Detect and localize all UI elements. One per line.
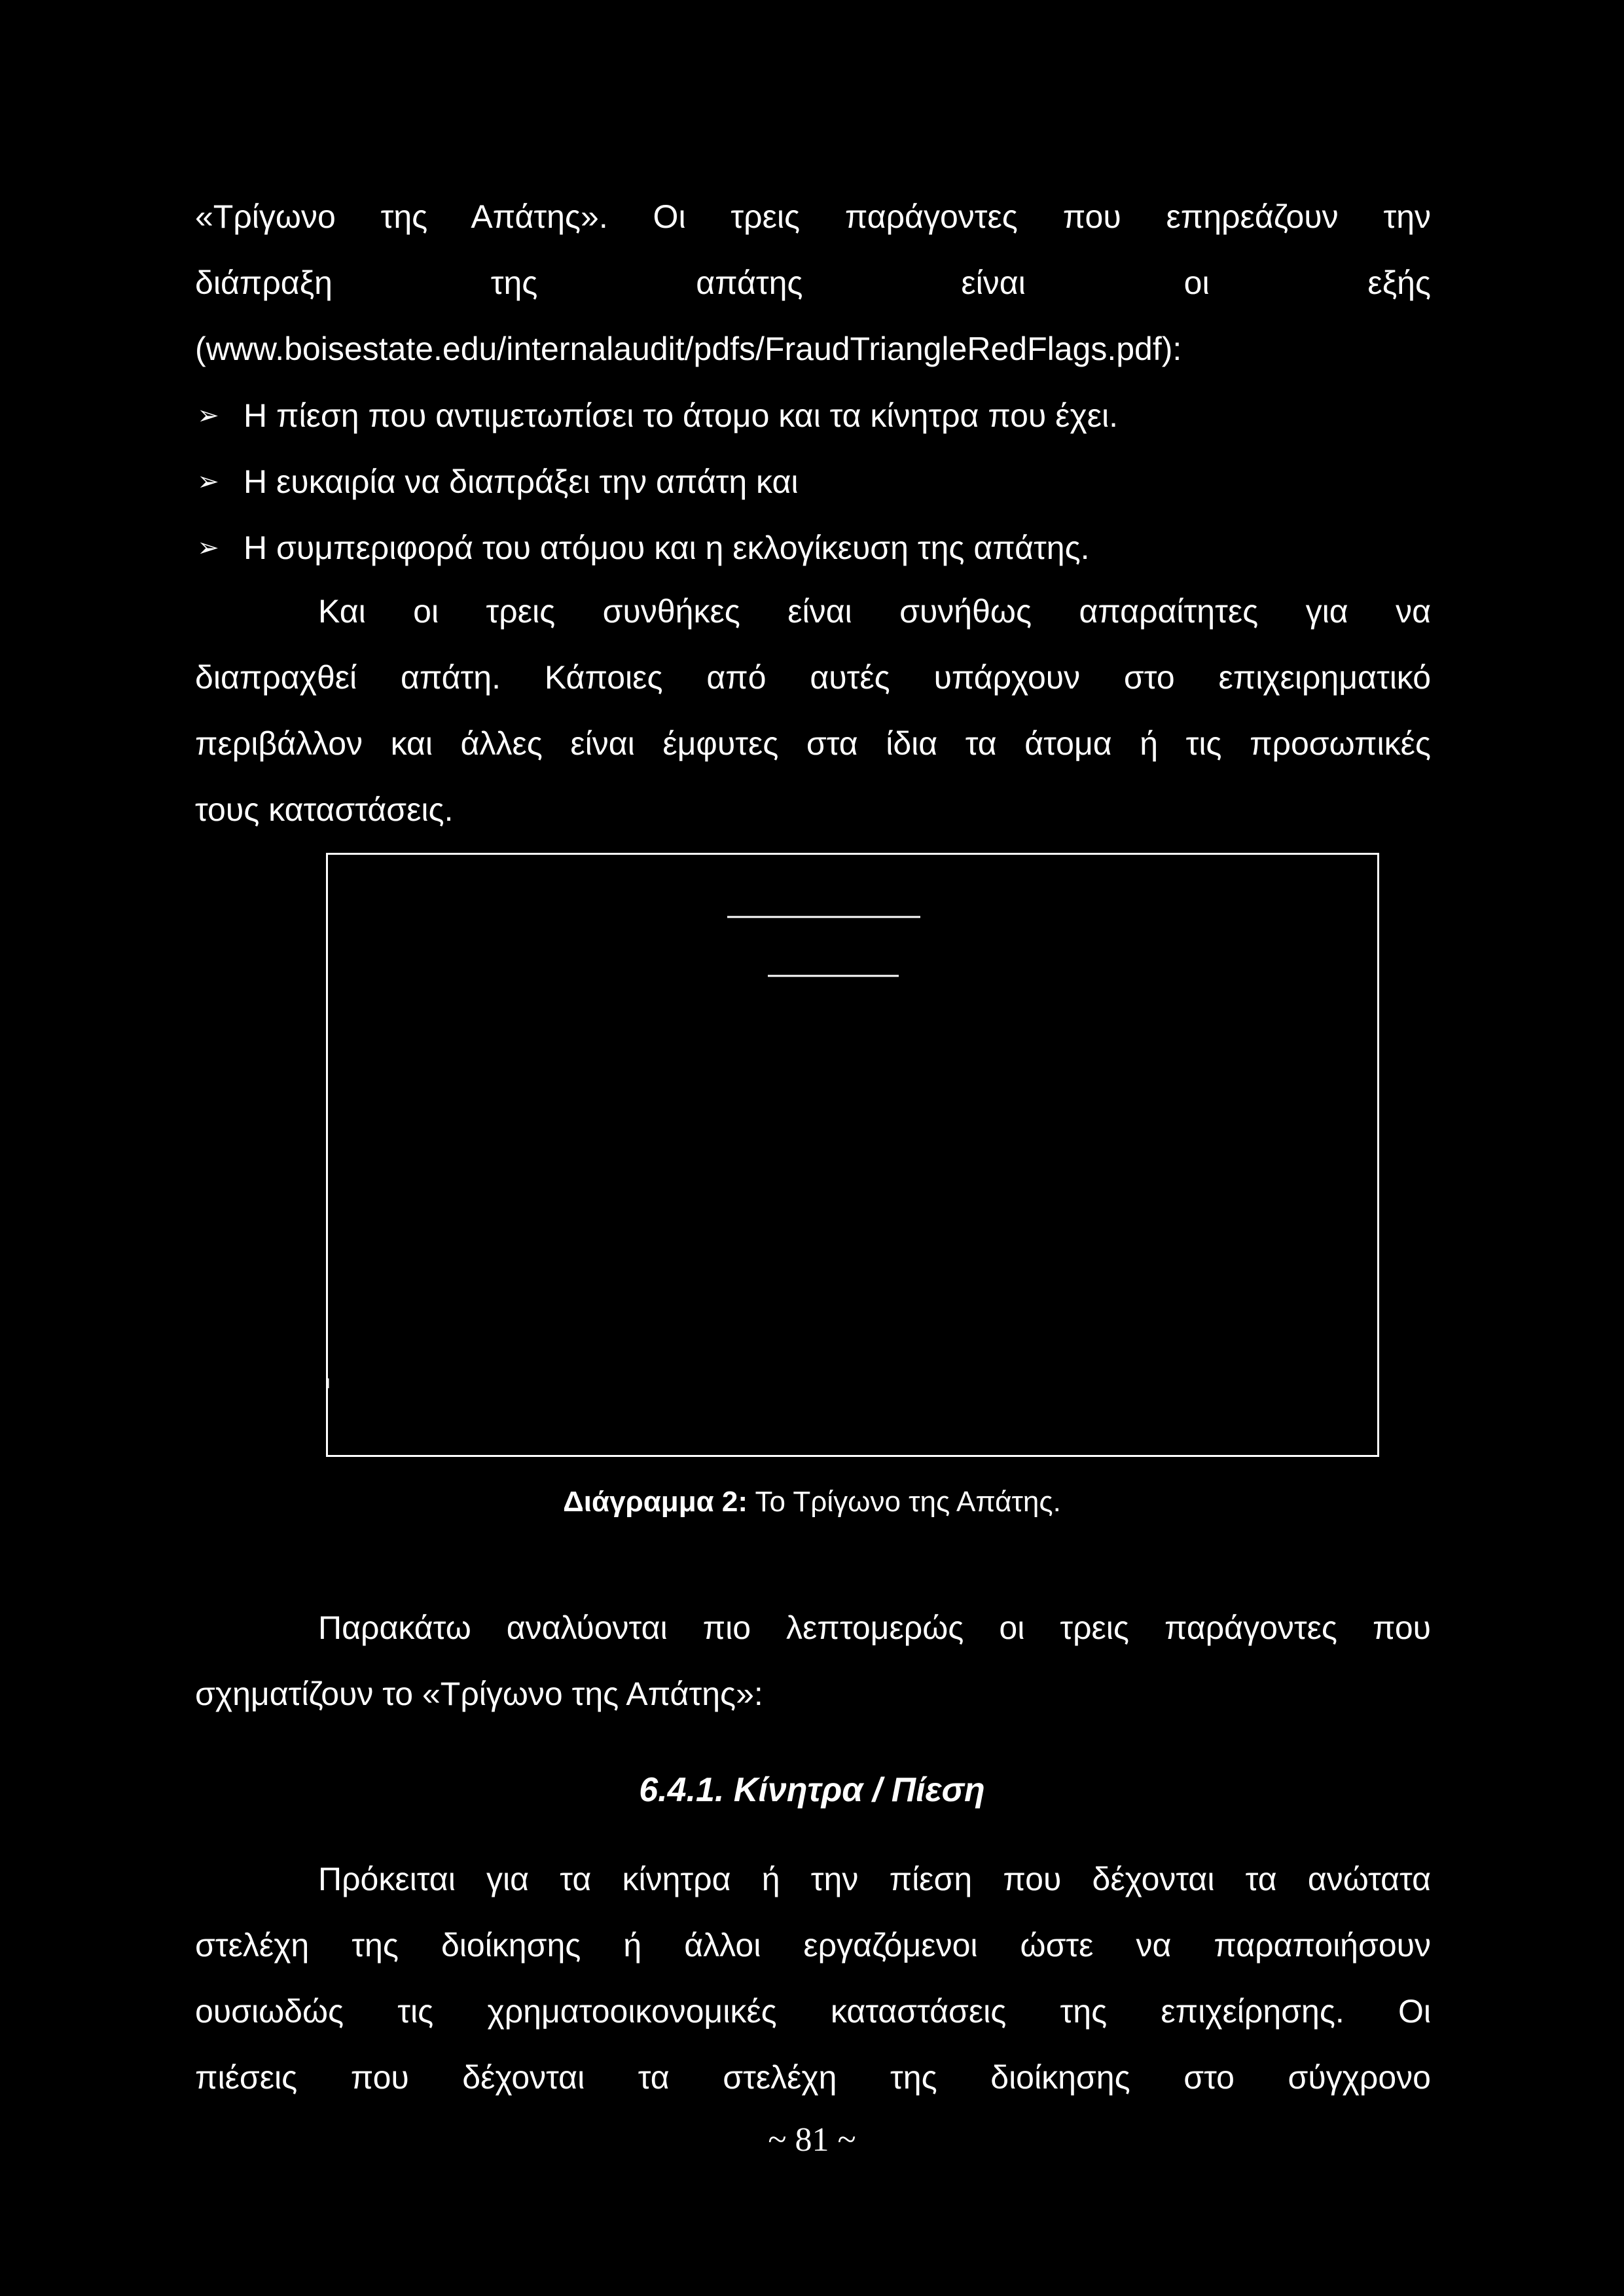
diagram-figure [326, 853, 1379, 1457]
paragraph-line: τους καταστάσεις. [195, 791, 454, 828]
list-item [195, 515, 1439, 581]
paragraph-line: σχηματίζουν το «Τρίγωνο της Απάτης»: [195, 1676, 763, 1712]
paragraph-line: Και οι τρεις συνθήκες είναι συνήθως απαραίτητες για να [318, 593, 1431, 630]
paragraph-line: ουσιωδώς τις χρηματοοικονομικές καταστάσεις της επιχείρησης. Οι [195, 1993, 1431, 2030]
intro-line-3: (www.boisestate.edu/internalaudit/pdfs/FraudTriangleRedFlags.pdf): [195, 331, 1182, 367]
intro-line-1: «Τρίγωνο της Απάτης». Οι τρεις παράγοντες που επηρεάζουν την [195, 198, 1431, 235]
factors-list [195, 383, 1439, 581]
analysis-intro-paragraph [195, 1595, 1431, 1727]
section-heading: 6.4.1. Κίνητρα / Πίεση [639, 1771, 985, 1809]
arrow-bullet-icon: ➢ [197, 401, 219, 430]
list-item [195, 449, 1439, 515]
intro-paragraph [195, 184, 1431, 382]
caption-text: Το Τρίγωνο της Απάτης. [748, 1486, 1061, 1518]
figure-caption [0, 1482, 1624, 1522]
arrow-bullet-icon: ➢ [197, 467, 219, 496]
incentives-paragraph [195, 1846, 1431, 2111]
list-item-text: Η συμπεριφορά του ατόμου και η εκλογίκευση της απάτης. [244, 529, 1090, 566]
list-item-text: Η ευκαιρία να διαπράξει την απάτη και [244, 463, 799, 500]
paragraph-line: πιέσεις που δέχονται τα στελέχη της διοίκησης στο σύγχρονο [195, 2059, 1431, 2096]
page-number: ~ 81 ~ [768, 2121, 856, 2159]
paragraph-line: περιβάλλον και άλλες είναι έμφυτες στα ίδια τα άτομα ή τις προσωπικές [195, 725, 1431, 762]
list-item [195, 383, 1439, 449]
list-item-text: Η πίεση που αντιμετωπίσει το άτομο και τα κίνητρα που έχει. [244, 397, 1118, 434]
paragraph-line: διαπραχθεί απάτη. Κάποιες από αυτές υπάρχουν στο επιχειρηματικό [195, 659, 1431, 696]
paragraph-line: Πρόκειται για τα κίνητρα ή την πίεση που δέχονται τα ανώτατα [318, 1861, 1431, 1897]
arrow-bullet-icon: ➢ [197, 533, 219, 562]
paragraph-line: Παρακάτω αναλύονται πιο λεπτομερώς οι τρεις παράγοντες που [318, 1609, 1431, 1646]
conditions-paragraph [195, 579, 1431, 843]
caption-label: Διάγραμμα 2: [563, 1486, 748, 1518]
intro-line-2: διάπραξη της απάτης είναι οι εξής [195, 264, 1431, 301]
paragraph-line: στελέχη της διοίκησης ή άλλοι εργαζόμενοι ώστε να παραποιήσουν [195, 1927, 1431, 1964]
diagram-drawing [328, 855, 1381, 1459]
